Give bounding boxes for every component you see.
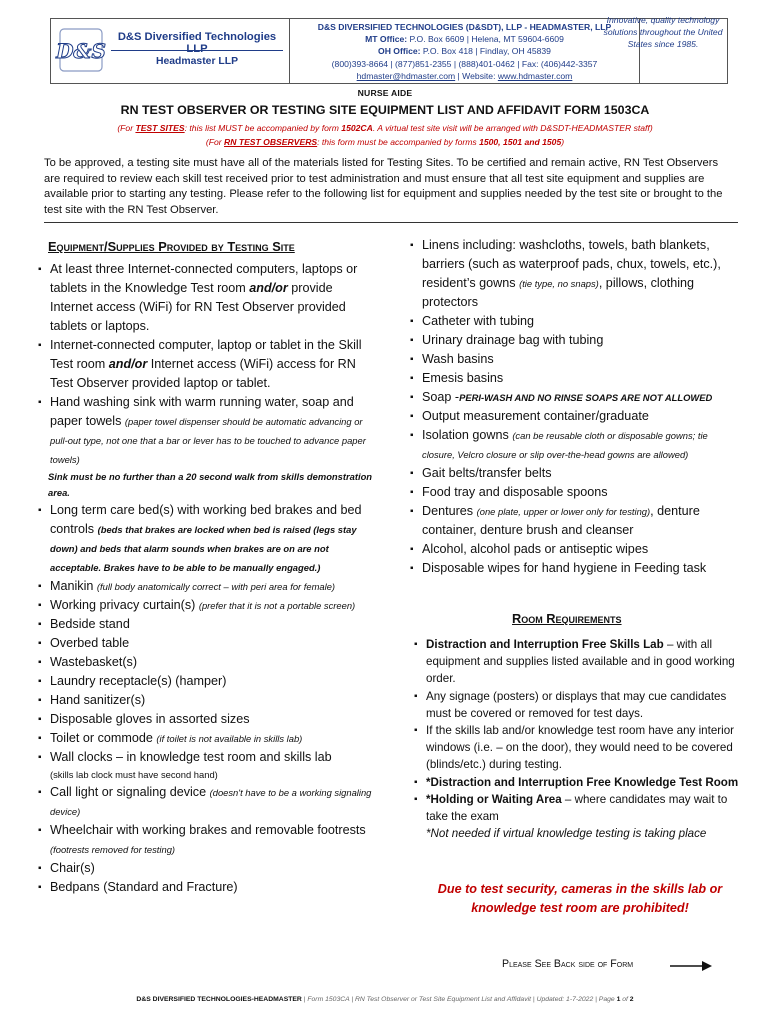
firm-name: D&S Diversified Technologies LLP: [117, 31, 277, 55]
list-item: ▪ Soap -PERI-WASH AND NO RINSE SOAPS ARE NOT ALLOWED: [410, 388, 740, 407]
list-item: ▪ Chair(s): [38, 859, 378, 878]
equipment-right-column: [410, 236, 740, 578]
mt-office-label: MT Office:: [365, 34, 408, 45]
footer-page-label: | Page: [593, 996, 617, 1003]
list-item: ▪ Hand washing sink with warm running water, soap and paper towels (paper towel dispenser should be automatic advancing or pull-out type, not one that a bar or lever has to be touched to advance paper towels) Sink must be no further than a 20 second walk from skills demonstration area.: [38, 393, 378, 501]
program-label: NURSE AIDE: [357, 88, 413, 98]
firm-subname: Headmaster LLP: [156, 56, 238, 67]
list-item: ▪ Internet-connected computer, laptop or tablet in the Skill Test room and/or Internet access (WiFi) access for RN Test Observer provided laptop or tablet.: [38, 336, 378, 393]
room-requirements: [414, 636, 744, 842]
firm-box: [50, 19, 290, 83]
list-item: ▪ Overbed table: [38, 634, 378, 653]
mt-office-line: [290, 33, 639, 45]
footer-org: D&S DIVERSIFIED TECHNOLOGIES-HEADMASTER: [136, 996, 302, 1003]
list-item: ▪ At least three Internet-connected computers, laptops or tablets in the Knowledge Test room and/or provide Internet access (WiFi) for RN Test Observer provided tablets or laptops.: [38, 260, 378, 336]
website-link[interactable]: www.hdmaster.com: [497, 70, 573, 81]
list-item: ▪ Manikin (full body anatomically correct – with peri area for female): [38, 577, 378, 596]
list-item: ▪ Wash basins: [410, 350, 740, 369]
list-item: ▪ If the skills lab and/or knowledge test room have any interior windows (i.e. – on the door), they would need to be covered (blinds/etc.) during testing.: [414, 722, 744, 774]
list-item: ▪ Bedpans (Standard and Fracture): [38, 878, 378, 897]
footer-updated: Updated: 1-7-2022: [536, 996, 594, 1003]
room-requirements-heading: Room Requirements: [512, 611, 622, 626]
security-warning: Due to test security, cameras in the skills lab or knowledge test room are prohibited!: [437, 882, 723, 915]
list-item: ▪ *Distraction and Interruption Free Knowledge Test Room: [414, 774, 744, 791]
list-item: ▪ Laundry receptacle(s) (hamper): [38, 672, 378, 691]
list-item: ▪ Output measurement container/graduate: [410, 407, 740, 426]
list-item: ▪ Isolation gowns (can be reusable cloth or disposable gowns; tie closure, Velcro closure or slip over-the-head gowns are allowed): [410, 426, 740, 464]
list-item: ▪ Call light or signaling device (doesn't have to be a working signaling device): [38, 783, 378, 821]
web-line: [290, 70, 639, 82]
equipment-list-continued: [410, 236, 740, 578]
page-footer: [0, 996, 770, 1003]
room-list: [414, 636, 744, 842]
equipment-heading: Equipment/Supplies Provided by Testing Site: [48, 239, 295, 254]
see-back-note: Please See Back side of Form: [502, 958, 634, 970]
list-item: ▪ Alcohol, alcohol pads or antiseptic wipes: [410, 540, 740, 559]
list-item: ▪ *Holding or Waiting Area – where candidates may wait to take the exam *Not needed if virtual knowledge testing is taking place: [414, 791, 744, 843]
firm-divider: [111, 50, 283, 51]
note-text: : this form must be accompanied by forms: [317, 137, 480, 147]
list-item: ▪ Linens including: washcloths, towels, bath blankets, barriers (such as waterproof pads, chux, towels, etc.), resident’s gowns (tie type, no snaps), pillows, clothing protectors: [410, 236, 740, 312]
list-item: ▪ Wall clocks – in knowledge test room and skills lab (skills lab clock must have second hand): [38, 748, 378, 783]
note-text: . A virtual test site visit will be arranged with D&SDT-HEADMASTER staff): [372, 123, 653, 133]
email-link[interactable]: hdmaster@hdmaster.com: [356, 70, 456, 81]
list-item: ▪ Disposable wipes for hand hygiene in Feeding task: [410, 559, 740, 578]
note-form-numbers: 1500, 1501 and 1505: [479, 137, 562, 147]
arrow-right-icon: [670, 959, 712, 973]
list-item: ▪ Wheelchair with working brakes and removable footrests (footrests removed for testing): [38, 821, 378, 859]
list-item: ▪ Distraction and Interruption Free Skills Lab – with all equipment and supplies listed available and in good working order.: [414, 636, 744, 688]
oh-office-line: [290, 45, 639, 57]
intro-paragraph: To be approved, a testing site must have all of the materials listed for Testing Sites. To be certified and remain active, RN Test Observers are required to review each skill test received prior to test administration and must ensure that all test site equipment and supplies are available prior to starting any testing. Please refer to the following list for equipment and supplies needed by the test site or brought to the test site with the RN Test Observer.: [44, 157, 723, 216]
list-item: ▪ Dentures (one plate, upper or lower only for testing), denture container, denture brush and cleanser: [410, 502, 740, 540]
mt-office-address: P.O. Box 6609 | Helena, MT 59604-6609: [409, 34, 564, 45]
note-emphasis: TEST SITES: [135, 123, 185, 133]
list-item: ▪ Bedside stand: [38, 615, 378, 634]
list-item: ▪ Urinary drainage bag with tubing: [410, 331, 740, 350]
footer-of-label: of: [620, 996, 630, 1003]
virtual-testing-footnote: *Not needed if virtual knowledge testing is taking place: [426, 827, 707, 841]
footer-page-number: 1: [616, 996, 621, 1003]
list-item: ▪ Hand sanitizer(s): [38, 691, 378, 710]
list-item: ▪ Long term care bed(s) with working bed brakes and bed controls (beds that brakes are locked when bed is raised (legs stay down) and beds that alarm sounds when brakes are on are not acceptable. Brakes have to be able to be manually engaged.): [38, 501, 378, 577]
website-label: | Website:: [455, 70, 498, 81]
note-text: : this list MUST be accompanied by form: [184, 123, 342, 133]
logo-text: D&S: [56, 39, 106, 63]
page-title: RN TEST OBSERVER OR TESTING SITE EQUIPMENT LIST AND AFFIDAVIT FORM 1503CA: [120, 103, 650, 117]
list-item: ▪ Wastebasket(s): [38, 653, 378, 672]
equipment-list: [38, 260, 378, 897]
sink-distance-note: Sink must be no further than a 20 second walk from skills demonstration area.: [48, 471, 373, 498]
note-text: (For: [205, 137, 225, 147]
list-item: ▪ Catheter with tubing: [410, 312, 740, 331]
list-item: ▪ Any signage (posters) or displays that may cue candidates must be covered or removed for test days.: [414, 688, 744, 722]
note-emphasis: RN TEST OBSERVERS: [224, 137, 318, 147]
oh-office-label: OH Office:: [378, 46, 421, 57]
tagline: Innovative, quality technology solutions throughout the United States since 1985.: [603, 15, 723, 50]
list-item: ▪ Gait belts/transfer belts: [410, 464, 740, 483]
list-item: ▪ Food tray and disposable spoons: [410, 483, 740, 502]
observers-note: [0, 137, 770, 147]
footer-page-total: 2: [629, 996, 634, 1003]
equipment-left-column: [38, 237, 378, 897]
list-item: ▪ Working privacy curtain(s) (prefer that it is not a portable screen): [38, 596, 378, 615]
section-divider: [44, 222, 738, 223]
list-item: ▪ Disposable gloves in assorted sizes: [38, 710, 378, 729]
note-text: (For: [117, 123, 136, 133]
list-item: ▪ Emesis basins: [410, 369, 740, 388]
contact-box: [290, 19, 640, 83]
phone-numbers: (800)393-8664 | (877)851-2355 | (888)401-0462 | Fax: (406)442-3357: [331, 58, 598, 69]
note-form-number: 1502CA: [341, 123, 373, 133]
ds-logo-icon: [56, 28, 106, 72]
org-title: D&S DIVERSIFIED TECHNOLOGIES (D&SDT), LLP - HEADMASTER, LLP: [317, 22, 612, 32]
oh-office-address: P.O. Box 418 | Findlay, OH 45839: [422, 46, 551, 57]
note-text: ): [561, 137, 565, 147]
footer-form: | Form 1503CA | RN Test Observer or Test Site Equipment List and Affidavit |: [301, 996, 537, 1003]
list-item: ▪ Toilet or commode (if toilet is not available in skills lab): [38, 729, 378, 748]
test-sites-note: [0, 123, 770, 133]
